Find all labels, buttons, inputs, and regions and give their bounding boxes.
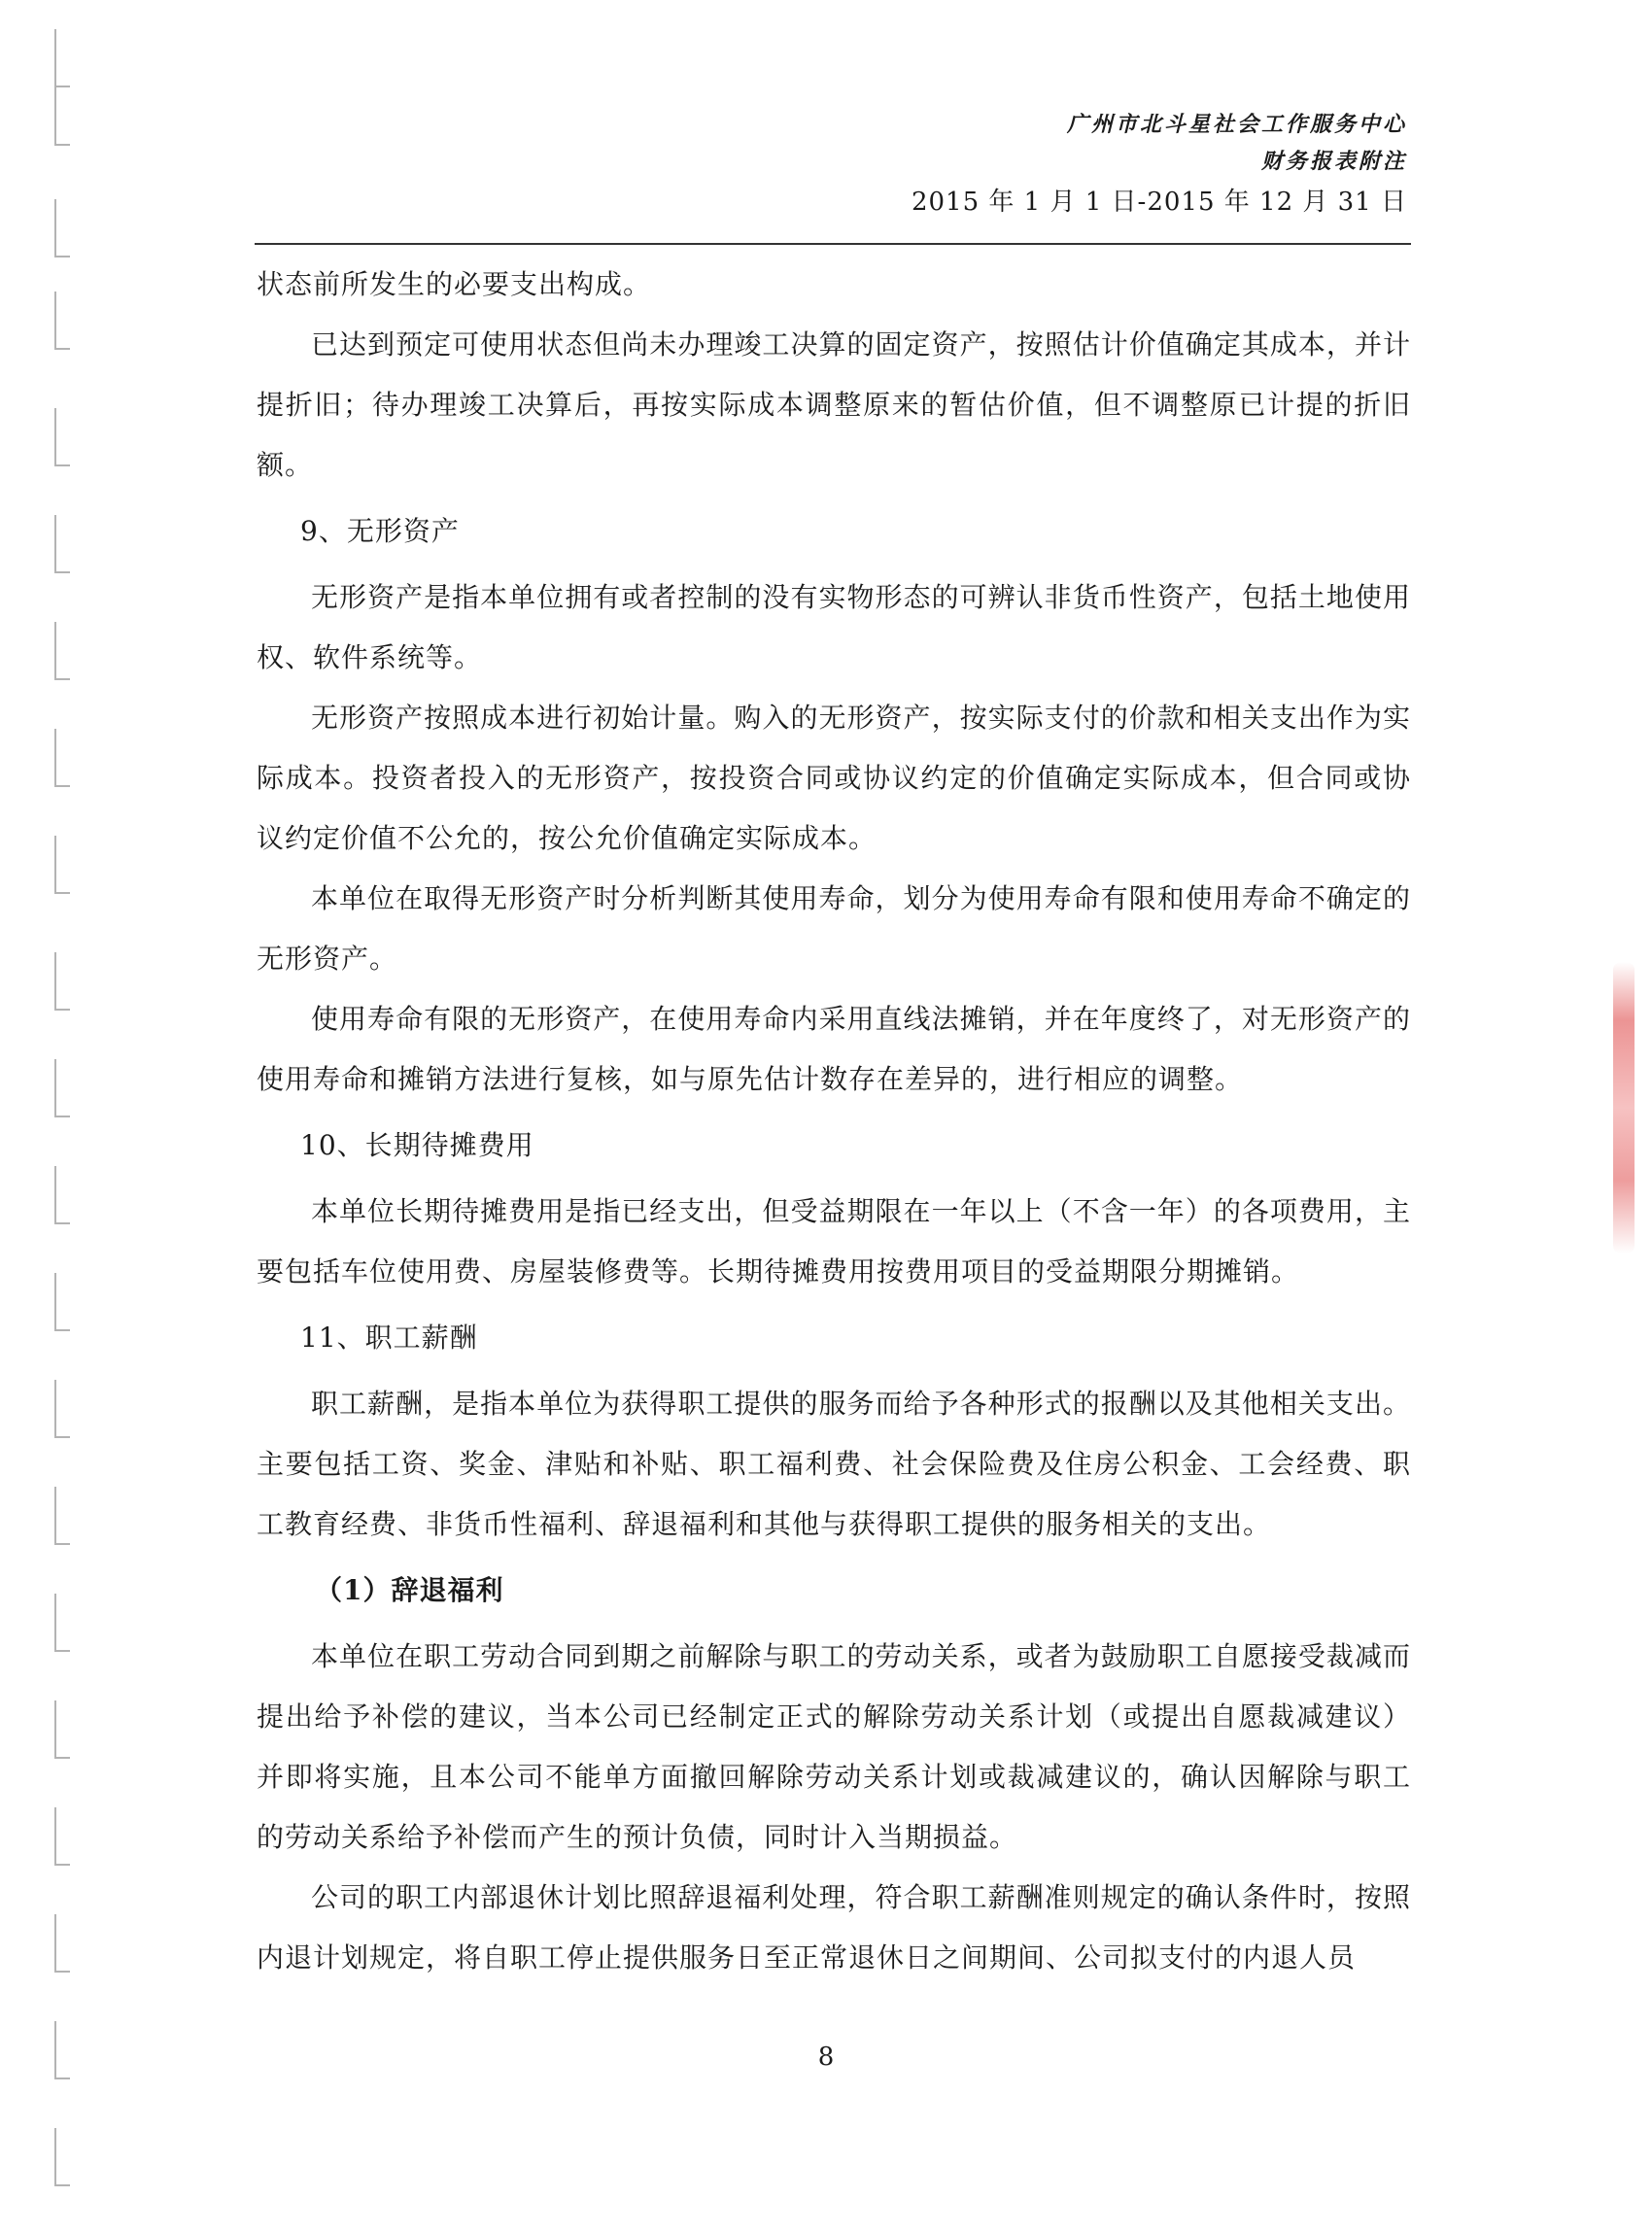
binding-mark — [54, 1487, 70, 1545]
binding-mark — [54, 515, 70, 573]
paragraph: 已达到预定可使用状态但尚未办理竣工决算的固定资产，按照估计价值确定其成本，并计提折旧；待办理竣工决算后，再按实际成本调整原来的暂估价值，但不调整原已计提的折旧额。 — [257, 328, 1411, 481]
paragraph: 使用寿命有限的无形资产，在使用寿命内采用直线法摊销，并在年度终了，对无形资产的使用寿命和摊销方法进行复核，如与原先估计数存在差异的，进行相应的调整。 — [257, 1003, 1411, 1095]
paragraph: 本单位在职工劳动合同到期之前解除与职工的劳动关系，或者为鼓励职工自愿接受裁减而提出给予补偿的建议，当本公司已经制定正式的解除劳动关系计划（或提出自愿裁减建议）并即将实施，且本公司不能单方面撤回解除劳动关系计划或裁减建议的，确认因解除与职工的劳动关系给予补偿而产生的预计负债，同时计入当期损益。 — [257, 1640, 1411, 1853]
paragraph: 无形资产按照成本进行初始计量。购入的无形资产，按实际支付的价款和相关支出作为实际成本。投资者投入的无形资产，按投资合同或协议约定的价值确定实际成本，但合同或协议约定价值不公允的，按公允价值确定实际成本。 — [257, 702, 1411, 854]
binding-mark — [54, 836, 70, 894]
paragraph: 职工薪酬，是指本单位为获得职工提供的服务而给予各种形式的报酬以及其他相关支出。主要包括工资、奖金、津贴和补贴、职工福利费、社会保险费及住房公积金、工会经费、职工教育经费、非货币性福利、辞退福利和其他与获得职工提供的服务相关的支出。 — [257, 1388, 1411, 1540]
binding-mark — [54, 1380, 70, 1438]
paragraph: 本单位在取得无形资产时分析判断其使用寿命，划分为使用寿命有限和使用寿命不确定的无形资产。 — [257, 882, 1411, 975]
binding-mark — [54, 1914, 70, 1973]
paragraph: 状态前所发生的必要支出构成。 — [257, 268, 652, 300]
reporting-period: 2015 年 1 月 1 日-2015 年 12 月 31 日 — [911, 188, 1407, 217]
page-number: 8 — [817, 2043, 835, 2072]
seal-stamp-fragment — [1613, 962, 1635, 1253]
binding-mark — [54, 1166, 70, 1224]
section-heading: 10、长期待摊费用 — [300, 1129, 534, 1161]
binding-mark — [54, 2128, 70, 2186]
binding-mark — [54, 29, 70, 87]
paragraph: 公司的职工内部退休计划比照辞退福利处理，符合职工薪酬准则规定的确认条件时，按照内退计划规定，将自职工停止提供服务日至正常退休日之间期间、公司拟支付的内退人员 — [257, 1881, 1411, 1974]
section-heading: 9、无形资产 — [300, 515, 460, 547]
page-header — [912, 107, 1407, 223]
subsection-heading: （1）辞退福利 — [315, 1574, 504, 1606]
binding-mark — [54, 292, 70, 350]
binding-mark — [54, 408, 70, 466]
binding-mark — [54, 1807, 70, 1866]
binding-mark — [54, 952, 70, 1011]
section-heading: 11、职工薪酬 — [300, 1322, 478, 1354]
header-rule — [255, 243, 1411, 245]
document-body — [257, 255, 1411, 1988]
binding-mark — [54, 1273, 70, 1331]
binding-mark — [54, 87, 70, 146]
paragraph: 无形资产是指本单位拥有或者控制的没有实物形态的可辨认非货币性资产，包括土地使用权、软件系统等。 — [257, 581, 1411, 673]
binding-mark — [54, 622, 70, 680]
binding-mark — [54, 199, 70, 258]
binding-mark — [54, 1059, 70, 1117]
binding-mark — [54, 1594, 70, 1652]
paragraph: 本单位长期待摊费用是指已经支出，但受益期限在一年以上（不含一年）的各项费用，主要包括车位使用费、房屋装修费等。长期待摊费用按费用项目的受益期限分期摊销。 — [257, 1195, 1411, 1288]
binding-marks — [47, 0, 76, 2232]
binding-mark — [54, 1700, 70, 1759]
binding-mark — [54, 729, 70, 787]
organization-name: 广州市北斗星社会工作服务中心 — [1066, 113, 1407, 137]
document-subtitle: 财务报表附注 — [1260, 150, 1407, 174]
